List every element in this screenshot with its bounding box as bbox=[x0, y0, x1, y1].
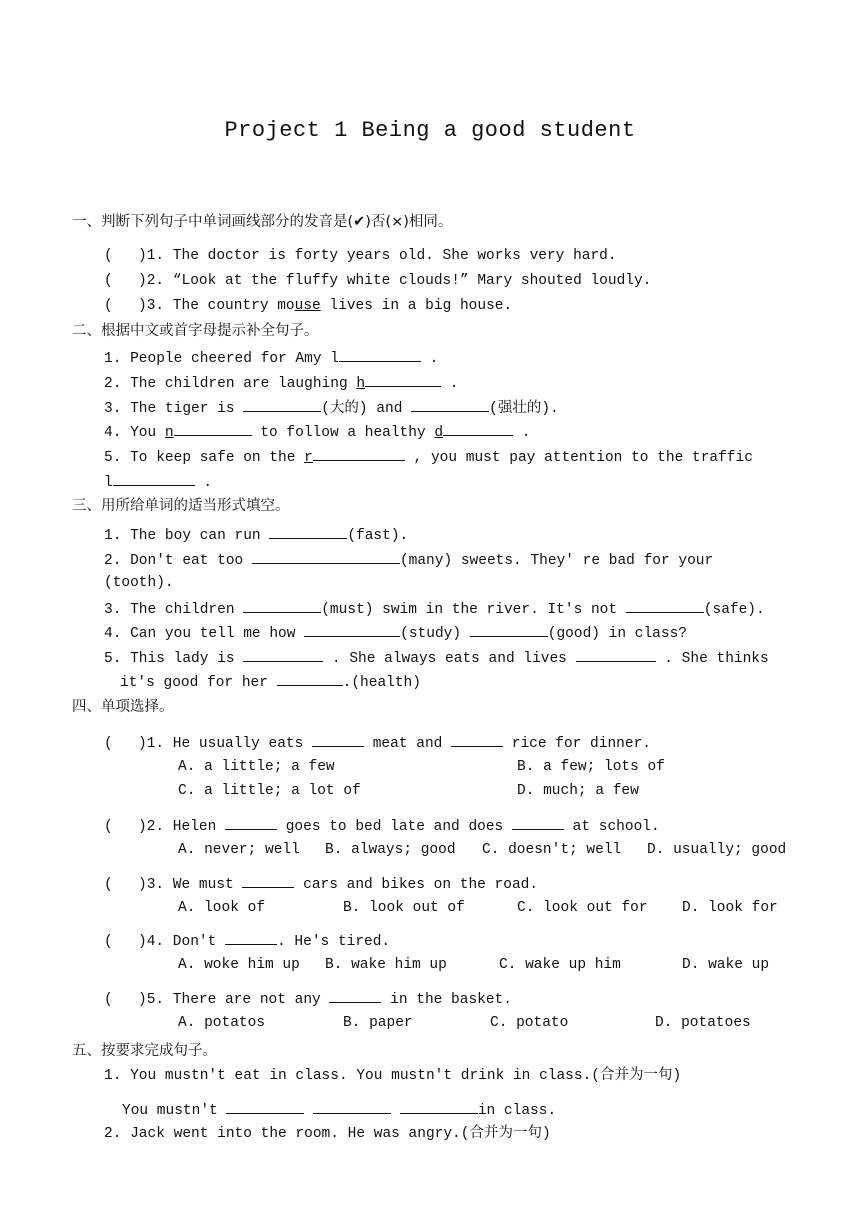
section-5-heading: 五、按要求完成句子。 bbox=[72, 1043, 217, 1059]
section-1-heading: 一、判断下列句子中单词画线部分的发音是(✔)否(×)相同。 bbox=[72, 214, 453, 230]
answer-paren[interactable]: ( bbox=[104, 248, 113, 264]
s1-question-2: ( )2. “Look at the fluffy white clouds!” Mary shouted loudly. bbox=[104, 273, 652, 289]
option-d[interactable]: D. potatoes bbox=[655, 1015, 751, 1031]
s3-question-2-cont: (tooth). bbox=[104, 575, 174, 591]
answer-blank[interactable] bbox=[226, 1099, 304, 1114]
answer-blank[interactable] bbox=[339, 347, 421, 362]
s3-question-5: 5. This lady is . She always eats and lives . She thinks bbox=[104, 647, 769, 669]
s5-question-2: 2. Jack went into the room. He was angry.(合并为一句) bbox=[104, 1126, 551, 1142]
answer-blank[interactable] bbox=[304, 622, 400, 637]
answer-blank[interactable] bbox=[576, 647, 656, 662]
answer-blank[interactable] bbox=[400, 1099, 478, 1114]
s2-question-2: 2. The children are laughing h . bbox=[104, 372, 458, 394]
answer-blank[interactable] bbox=[225, 930, 277, 945]
s2-question-4: 4. You n to follow a healthy d . bbox=[104, 421, 530, 443]
s5-question-1-answer: You mustn't in class. bbox=[122, 1099, 556, 1121]
option-c[interactable]: C. a little; a lot of bbox=[178, 783, 361, 799]
option-a[interactable]: A. woke him up bbox=[178, 957, 300, 973]
section-2-heading: 二、根据中文或首字母提示补全句子。 bbox=[72, 323, 319, 339]
s4-question-5: ( )5. There are not any in the basket. bbox=[104, 988, 512, 1010]
underlined-letters: use bbox=[294, 298, 321, 314]
answer-paren[interactable]: ( bbox=[104, 298, 113, 314]
answer-paren[interactable]: ( bbox=[104, 992, 113, 1008]
answer-blank[interactable] bbox=[113, 471, 195, 486]
s2-question-5-cont: l . bbox=[104, 471, 212, 493]
option-a[interactable]: A. look of bbox=[178, 900, 266, 916]
answer-blank[interactable] bbox=[312, 732, 364, 747]
answer-blank[interactable] bbox=[451, 732, 503, 747]
answer-blank[interactable] bbox=[242, 873, 294, 888]
answer-paren[interactable]: ( bbox=[104, 273, 113, 289]
answer-blank[interactable] bbox=[243, 647, 323, 662]
answer-blank[interactable] bbox=[443, 421, 513, 436]
option-c[interactable]: C. look out for bbox=[517, 900, 648, 916]
answer-blank[interactable] bbox=[313, 446, 405, 461]
answer-blank[interactable] bbox=[512, 815, 564, 830]
s3-question-1: 1. The boy can run (fast). bbox=[104, 524, 408, 546]
answer-blank[interactable] bbox=[174, 421, 252, 436]
answer-blank[interactable] bbox=[225, 815, 277, 830]
s2-question-5: 5. To keep safe on the r , you must pay attention to the traffic bbox=[104, 446, 753, 468]
option-a[interactable]: A. never; well bbox=[178, 842, 300, 858]
s5-question-1: 1. You mustn't eat in class. You mustn't drink in class.(合并为一句) bbox=[104, 1068, 682, 1084]
answer-blank[interactable] bbox=[252, 549, 400, 564]
answer-blank[interactable] bbox=[313, 1099, 391, 1114]
s2-question-3: 3. The tiger is (大的) and (强壮的). bbox=[104, 397, 559, 419]
answer-paren[interactable]: ( bbox=[104, 934, 113, 950]
answer-blank[interactable] bbox=[243, 397, 321, 412]
option-b[interactable]: B. a few; lots of bbox=[517, 759, 665, 775]
option-c[interactable]: C. potato bbox=[490, 1015, 569, 1031]
option-c[interactable]: C. wake up him bbox=[499, 957, 621, 973]
s2-question-1: 1. People cheered for Amy l . bbox=[104, 347, 438, 369]
answer-blank[interactable] bbox=[411, 397, 489, 412]
answer-blank[interactable] bbox=[365, 372, 441, 387]
page-title: Project 1 Being a good student bbox=[224, 118, 636, 143]
s4-question-1: ( )1. He usually eats meat and rice for dinner. bbox=[104, 732, 651, 754]
option-d[interactable]: D. much; a few bbox=[517, 783, 639, 799]
s3-question-2: 2. Don't eat too (many) sweets. They' re bad for your bbox=[104, 549, 713, 571]
s4-question-2: ( )2. Helen goes to bed late and does at school. bbox=[104, 815, 660, 837]
answer-blank[interactable] bbox=[626, 598, 704, 613]
option-a[interactable]: A. a little; a few bbox=[178, 759, 335, 775]
option-b[interactable]: B. always; good bbox=[325, 842, 456, 858]
s4-question-3: ( )3. We must cars and bikes on the road. bbox=[104, 873, 538, 895]
answer-blank[interactable] bbox=[470, 622, 548, 637]
option-d[interactable]: D. look for bbox=[682, 900, 778, 916]
option-a[interactable]: A. potatos bbox=[178, 1015, 266, 1031]
answer-paren[interactable]: ( bbox=[104, 736, 113, 752]
option-d[interactable]: D. wake up bbox=[682, 957, 770, 973]
section-4-heading: 四、单项选择。 bbox=[72, 699, 174, 715]
s1-question-1: ( )1. The doctor is forty years old. She works very hard. bbox=[104, 248, 617, 264]
s3-question-5-cont: it's good for her .(health) bbox=[120, 671, 421, 693]
option-c[interactable]: C. doesn't; well bbox=[482, 842, 622, 858]
answer-paren[interactable]: ( bbox=[104, 877, 113, 893]
s4-question-4: ( )4. Don't . He's tired. bbox=[104, 930, 390, 952]
option-d[interactable]: D. usually; good bbox=[647, 842, 787, 858]
answer-blank[interactable] bbox=[243, 598, 321, 613]
option-b[interactable]: B. look out of bbox=[343, 900, 465, 916]
section-3-heading: 三、用所给单词的适当形式填空。 bbox=[72, 498, 290, 514]
answer-blank[interactable] bbox=[329, 988, 381, 1003]
option-b[interactable]: B. wake him up bbox=[325, 957, 447, 973]
answer-blank[interactable] bbox=[277, 671, 343, 686]
option-b[interactable]: B. paper bbox=[343, 1015, 413, 1031]
s3-question-4: 4. Can you tell me how (study) (good) in class? bbox=[104, 622, 687, 644]
s3-question-3: 3. The children (must) swim in the river. It's not (safe). bbox=[104, 598, 765, 620]
s1-question-3: ( )3. The country mouse lives in a big house. bbox=[104, 298, 513, 314]
answer-blank[interactable] bbox=[269, 524, 347, 539]
answer-paren[interactable]: ( bbox=[104, 819, 113, 835]
